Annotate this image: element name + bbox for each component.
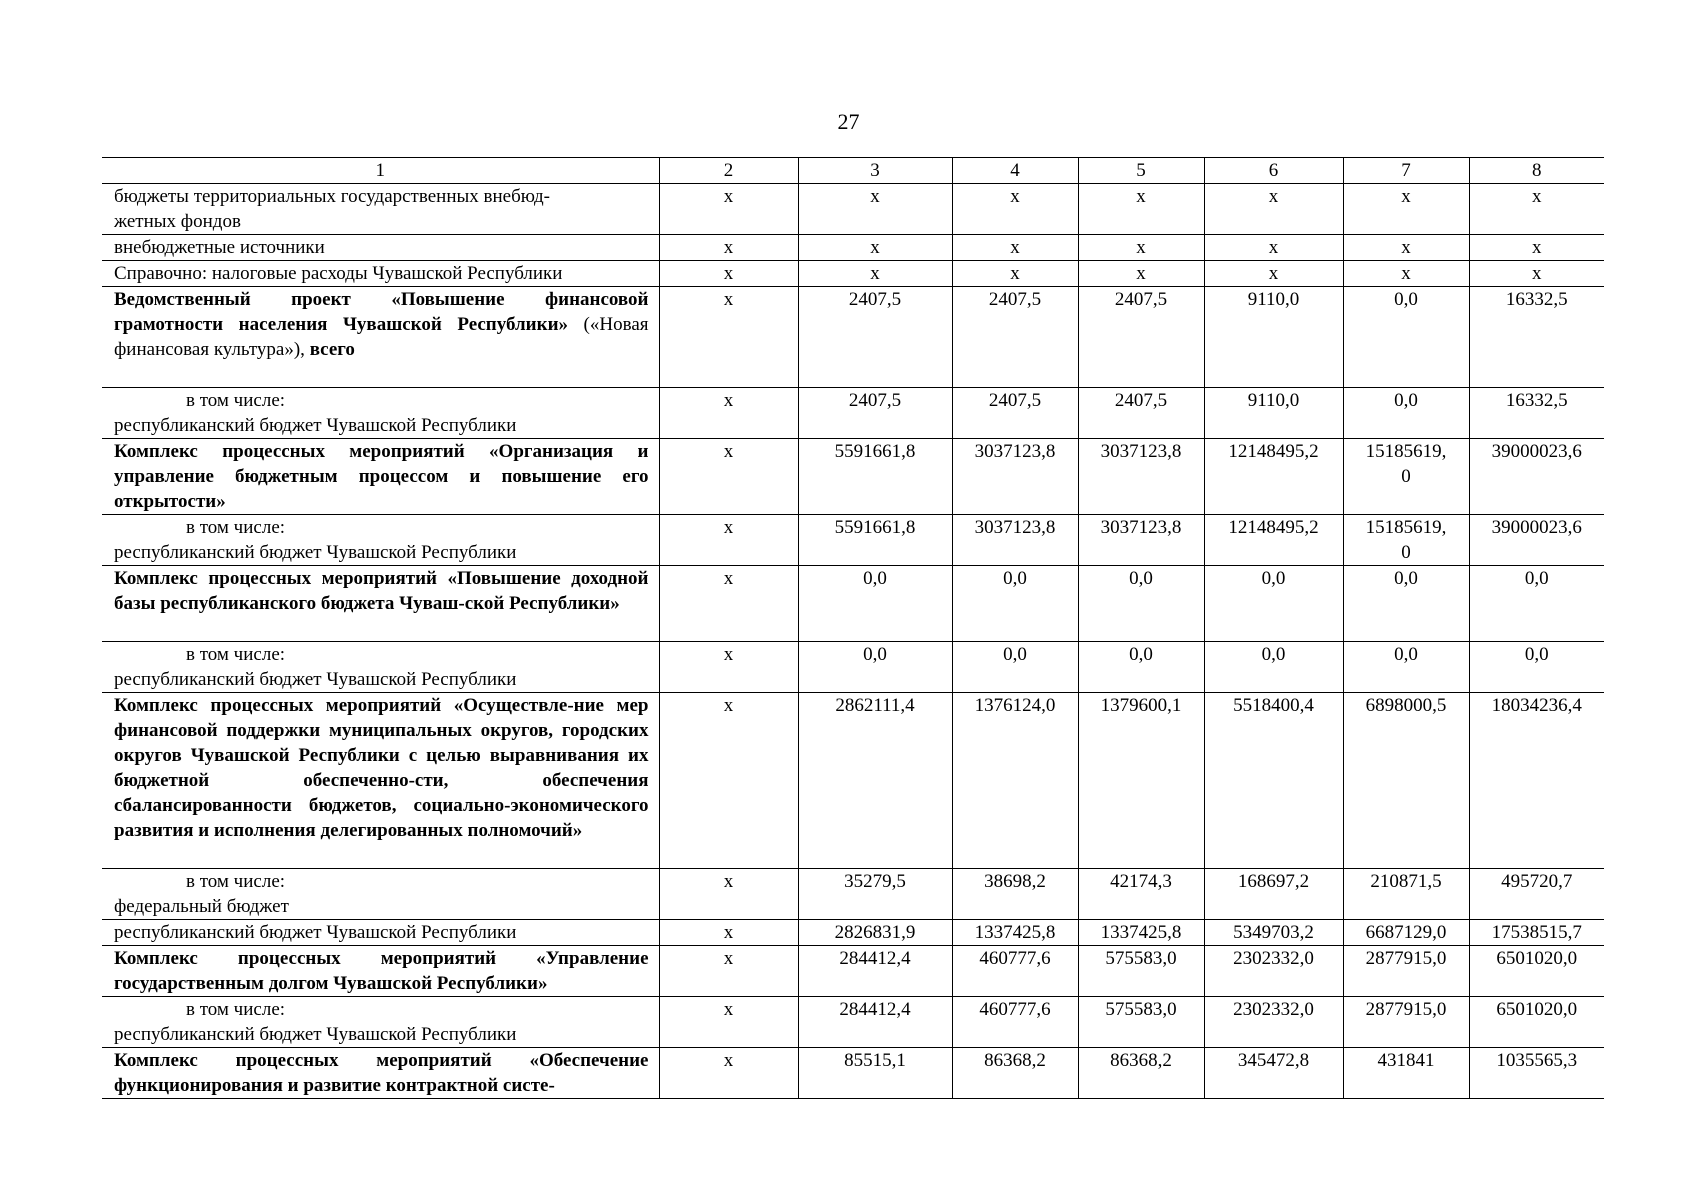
cell: 0,0	[1343, 388, 1469, 439]
column-header: 7	[1343, 158, 1469, 184]
cell: x	[1343, 261, 1469, 287]
cell: x	[952, 261, 1078, 287]
cell: 12148495,2	[1204, 439, 1343, 515]
cell: 5518400,4	[1204, 693, 1343, 869]
cell: x	[659, 1048, 798, 1099]
row-label	[102, 997, 659, 1048]
cell: 3037123,8	[952, 439, 1078, 515]
cell: x	[659, 184, 798, 235]
cell: x	[1078, 184, 1204, 235]
column-header: 1	[102, 158, 659, 184]
cell: 460777,6	[952, 997, 1078, 1048]
cell: 0,0	[952, 566, 1078, 642]
cell: 5591661,8	[798, 515, 952, 566]
row-label-intro: в том числе:	[186, 517, 286, 538]
cell: 5591661,8	[798, 439, 952, 515]
cell: 1035565,3	[1469, 1048, 1604, 1099]
cell: x	[659, 287, 798, 388]
table-row	[102, 439, 1604, 515]
cell: 1379600,1	[1078, 693, 1204, 869]
cell: 210871,5	[1343, 869, 1469, 920]
row-label: внебюджетные источники	[102, 235, 659, 261]
cell: 16332,5	[1469, 388, 1604, 439]
column-number-row	[102, 158, 1604, 184]
row-label	[102, 642, 659, 693]
row-label-intro: в том числе:	[186, 644, 286, 665]
cell: 39000023,6	[1469, 515, 1604, 566]
cell: x	[952, 235, 1078, 261]
row-label-normal: («Новая финансовая культура»),	[114, 314, 649, 360]
cell: x	[1343, 184, 1469, 235]
cell: 0,0	[1469, 642, 1604, 693]
cell: 2407,5	[952, 287, 1078, 388]
row-label-line: республиканский бюджет Чувашской Республики	[114, 415, 517, 436]
row-label-line: жетных фондов	[114, 211, 241, 232]
cell: 2407,5	[1078, 287, 1204, 388]
budget-table	[102, 157, 1604, 1099]
cell: x	[1078, 235, 1204, 261]
row-label: Комплекс процессных мероприятий «Повышение доходной базы республиканского бюджета Чуваш-ской Республики»	[102, 566, 659, 642]
cell: 168697,2	[1204, 869, 1343, 920]
row-label-suffix: всего	[304, 339, 355, 360]
cell: 35279,5	[798, 869, 952, 920]
cell: 86368,2	[1078, 1048, 1204, 1099]
row-label	[102, 184, 659, 235]
cell: x	[659, 261, 798, 287]
cell: 460777,6	[952, 946, 1078, 997]
cell: 2407,5	[798, 388, 952, 439]
cell: x	[659, 566, 798, 642]
cell: 85515,1	[798, 1048, 952, 1099]
cell: 2826831,9	[798, 920, 952, 946]
column-header: 2	[659, 158, 798, 184]
cell: x	[798, 261, 952, 287]
cell: 6898000,5	[1343, 693, 1469, 869]
table-row	[102, 642, 1604, 693]
cell: 86368,2	[952, 1048, 1078, 1099]
table-row	[102, 388, 1604, 439]
cell: 1337425,8	[952, 920, 1078, 946]
row-label	[102, 515, 659, 566]
cell: 9110,0	[1204, 287, 1343, 388]
cell: 0,0	[798, 642, 952, 693]
cell: x	[659, 869, 798, 920]
row-label: Комплекс процессных мероприятий «Управление государственным долгом Чувашской Республики»	[102, 946, 659, 997]
cell: x	[798, 235, 952, 261]
cell: 0,0	[1343, 287, 1469, 388]
cell: 2877915,0	[1343, 997, 1469, 1048]
cell: 0,0	[1078, 566, 1204, 642]
cell: x	[659, 920, 798, 946]
cell: 0,0	[1343, 566, 1469, 642]
cell: x	[1204, 261, 1343, 287]
table-row	[102, 261, 1604, 287]
table-row	[102, 869, 1604, 920]
column-header: 6	[1204, 158, 1343, 184]
table-row	[102, 235, 1604, 261]
cell: 12148495,2	[1204, 515, 1343, 566]
row-label-line: республиканский бюджет Чувашской Республики	[114, 542, 517, 563]
cell: x	[1343, 235, 1469, 261]
cell: x	[1469, 184, 1604, 235]
row-label: Комплекс процессных мероприятий «Обеспечение функционирования и развитие контрактной систе-	[102, 1048, 659, 1099]
row-label: Комплекс процессных мероприятий «Осуществле-ние мер финансовой поддержки муниципальных округов, городских округов Чувашской Республики с целью выравнивания их бюджетной обеспеченно-сти, обеспечения сбалансированности бюджетов, социально-экономического развития и исполнения делегированных полномочий»	[102, 693, 659, 869]
cell: 17538515,7	[1469, 920, 1604, 946]
cell: 15185619, 0	[1343, 439, 1469, 515]
row-label	[102, 388, 659, 439]
cell: x	[1204, 235, 1343, 261]
cell: 431841	[1343, 1048, 1469, 1099]
cell: 3037123,8	[1078, 515, 1204, 566]
cell: 18034236,4	[1469, 693, 1604, 869]
cell: x	[659, 439, 798, 515]
cell: 2407,5	[798, 287, 952, 388]
cell: 284412,4	[798, 946, 952, 997]
cell: 2302332,0	[1204, 946, 1343, 997]
cell: 9110,0	[1204, 388, 1343, 439]
cell: x	[1204, 184, 1343, 235]
cell: 345472,8	[1204, 1048, 1343, 1099]
cell: 6501020,0	[1469, 997, 1604, 1048]
cell: 3037123,8	[952, 515, 1078, 566]
row-label	[102, 869, 659, 920]
cell: 5349703,2	[1204, 920, 1343, 946]
table-row	[102, 1048, 1604, 1099]
cell: 15185619, 0	[1343, 515, 1469, 566]
cell: 0,0	[1078, 642, 1204, 693]
cell: 0,0	[798, 566, 952, 642]
cell: 0,0	[952, 642, 1078, 693]
cell: 3037123,8	[1078, 439, 1204, 515]
cell: x	[659, 946, 798, 997]
cell: 16332,5	[1469, 287, 1604, 388]
column-header: 8	[1469, 158, 1604, 184]
row-label-text: Ведомственный проект «Повышение финансовой грамотности населения Чувашской Республики»	[114, 289, 649, 335]
row-label-line: республиканский бюджет Чувашской Республики	[114, 1024, 517, 1045]
table-row	[102, 997, 1604, 1048]
column-header: 5	[1078, 158, 1204, 184]
cell: 6501020,0	[1469, 946, 1604, 997]
cell: x	[659, 235, 798, 261]
row-label-intro: в том числе:	[186, 999, 286, 1020]
cell: x	[1469, 235, 1604, 261]
column-header: 4	[952, 158, 1078, 184]
cell: x	[798, 184, 952, 235]
cell: 0,0	[1469, 566, 1604, 642]
table-row	[102, 287, 1604, 388]
cell: 495720,7	[1469, 869, 1604, 920]
page-number: 27	[837, 109, 860, 134]
row-label: республиканский бюджет Чувашской Республики	[102, 920, 659, 946]
cell: 575583,0	[1078, 946, 1204, 997]
cell: x	[659, 693, 798, 869]
row-label-line: федеральный бюджет	[114, 896, 289, 917]
cell: x	[659, 388, 798, 439]
row-label-intro: в том числе:	[186, 871, 286, 892]
cell: x	[659, 997, 798, 1048]
table-row	[102, 946, 1604, 997]
cell: 38698,2	[952, 869, 1078, 920]
cell: 2407,5	[952, 388, 1078, 439]
cell: x	[659, 642, 798, 693]
cell: 2877915,0	[1343, 946, 1469, 997]
row-label-line: республиканский бюджет Чувашской Республики	[114, 669, 517, 690]
cell: x	[1078, 261, 1204, 287]
cell: 1337425,8	[1078, 920, 1204, 946]
row-label-line: бюджеты территориальных государственных внебюд-	[114, 186, 550, 207]
cell: 2862111,4	[798, 693, 952, 869]
table-row	[102, 566, 1604, 642]
column-header: 3	[798, 158, 952, 184]
cell: 284412,4	[798, 997, 952, 1048]
row-label: Справочно: налоговые расходы Чувашской Республики	[102, 261, 659, 287]
table-row	[102, 693, 1604, 869]
table-row	[102, 184, 1604, 235]
cell: 42174,3	[1078, 869, 1204, 920]
row-label	[102, 287, 659, 388]
cell: 6687129,0	[1343, 920, 1469, 946]
cell: 575583,0	[1078, 997, 1204, 1048]
cell: 39000023,6	[1469, 439, 1604, 515]
row-label-intro: в том числе:	[186, 390, 286, 411]
cell: 0,0	[1204, 642, 1343, 693]
cell: 0,0	[1343, 642, 1469, 693]
table-row	[102, 920, 1604, 946]
cell: x	[659, 515, 798, 566]
cell: 2302332,0	[1204, 997, 1343, 1048]
table-row	[102, 515, 1604, 566]
cell: x	[1469, 261, 1604, 287]
cell: 2407,5	[1078, 388, 1204, 439]
cell: x	[952, 184, 1078, 235]
row-label: Комплекс процессных мероприятий «Организация и управление бюджетным процессом и повышение его открытости»	[102, 439, 659, 515]
cell: 1376124,0	[952, 693, 1078, 869]
cell: 0,0	[1204, 566, 1343, 642]
